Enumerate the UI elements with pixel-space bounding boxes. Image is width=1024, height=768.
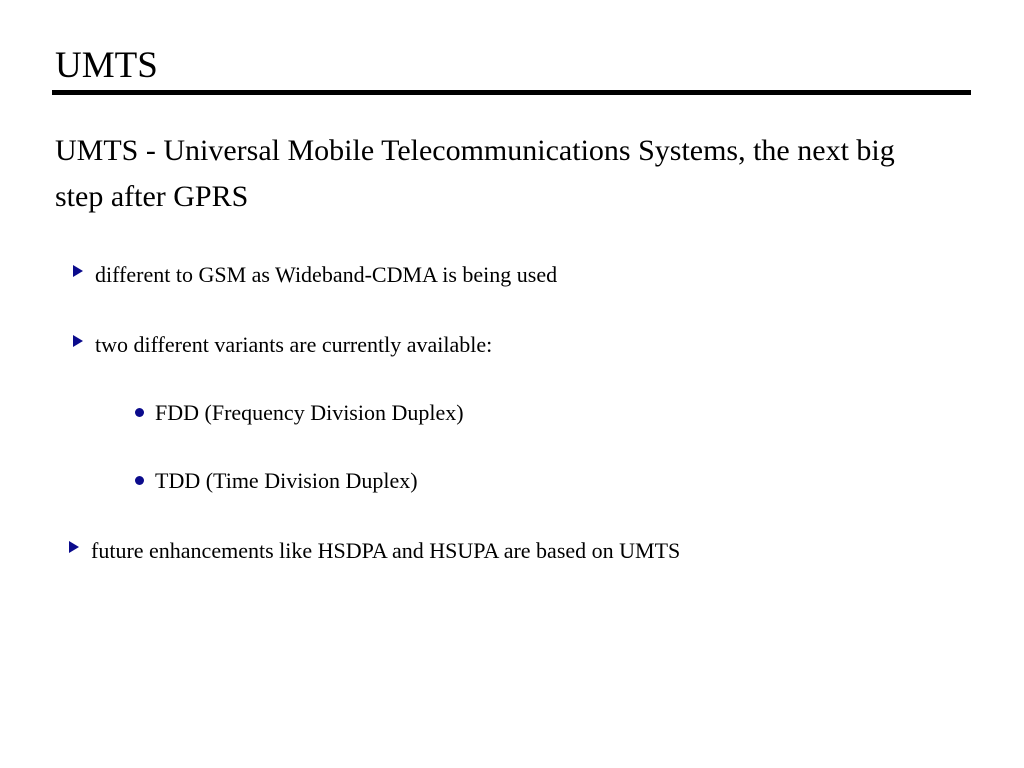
list-item bbox=[69, 536, 965, 566]
slide-body bbox=[55, 128, 965, 566]
list-item bbox=[133, 398, 965, 428]
triangle-bullet-icon bbox=[73, 335, 83, 347]
list-item bbox=[73, 260, 965, 290]
triangle-bullet-icon bbox=[69, 541, 79, 553]
list-item-label: different to GSM as Wideband-CDMA is being used bbox=[95, 262, 558, 287]
list-item-label: two different variants are currently available: bbox=[95, 332, 493, 357]
page-title: UMTS bbox=[55, 45, 158, 86]
triangle-bullet-icon bbox=[73, 265, 83, 277]
list-item-label: future enhancements like HSDPA and HSUPA are based on UMTS bbox=[91, 538, 681, 563]
list-item bbox=[73, 330, 965, 360]
lead-paragraph: UMTS - Universal Mobile Telecommunications Systems, the next big step after GPRS bbox=[55, 134, 895, 213]
round-bullet-icon bbox=[135, 476, 144, 485]
round-bullet-icon bbox=[135, 408, 144, 417]
list-item-label: FDD (Frequency Division Duplex) bbox=[155, 400, 464, 425]
title-divider bbox=[52, 90, 971, 95]
bullet-list bbox=[55, 260, 965, 566]
list-item-label: TDD (Time Division Duplex) bbox=[155, 468, 418, 493]
list-item bbox=[133, 466, 965, 496]
